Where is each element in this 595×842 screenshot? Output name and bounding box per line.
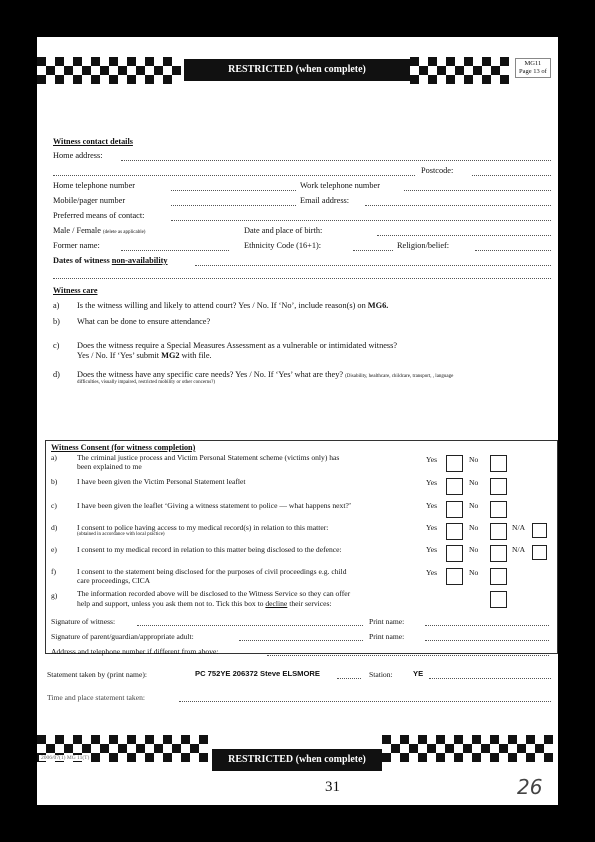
checker-square (91, 75, 100, 84)
time-place-label: Time and place statement taken: (47, 693, 145, 702)
consent-d-note: (obtained in accordance with local practice) (77, 532, 165, 537)
restricted-footer: RESTRICTED (when complete) (212, 749, 382, 771)
sig-witness-field[interactable] (137, 625, 363, 626)
care-d-letter: d) (53, 370, 60, 379)
checker-square (73, 75, 82, 84)
consent-f-letter: f) (51, 567, 57, 576)
care-a-text (77, 301, 388, 310)
print-name-label: Print name: (369, 632, 405, 641)
mobile-field[interactable] (171, 205, 296, 206)
non-availability-underlined: non-availability (111, 256, 168, 265)
form-code-text: MG11 (524, 60, 542, 67)
consent-a-yes-checkbox[interactable] (446, 455, 463, 472)
no-label: No (469, 455, 479, 464)
na-label: N/A (512, 545, 526, 554)
preferred-contact-field[interactable] (171, 220, 551, 221)
print-name-field[interactable] (425, 625, 549, 626)
checker-square (437, 66, 446, 75)
checker-square (73, 57, 82, 66)
checker-square (544, 735, 553, 744)
home-phone-field[interactable] (171, 190, 296, 191)
checker-square (163, 753, 172, 762)
address-phone-label: Address and telephone number if different from above: (51, 647, 219, 656)
checker-square (100, 744, 109, 753)
consent-d-no-checkbox[interactable] (490, 523, 507, 540)
address-phone-field[interactable] (267, 655, 549, 656)
checker-square (400, 753, 409, 762)
checker-square (145, 57, 154, 66)
care-d-text (77, 370, 453, 379)
checker-square (91, 735, 100, 744)
checker-square (172, 744, 181, 753)
checker-square (446, 57, 455, 66)
consent-g-text2 (77, 599, 332, 608)
checker-square (445, 744, 454, 753)
checker-square (181, 753, 190, 762)
sig-parent-label: Signature of parent/guardian/appropriate adult: (51, 632, 194, 641)
consent-a-text2: been explained to me (77, 462, 142, 471)
station-field[interactable] (429, 678, 551, 679)
checker-square (145, 735, 154, 744)
checker-square (118, 744, 127, 753)
checker-square (136, 66, 145, 75)
checker-square (463, 744, 472, 753)
na-label: N/A (512, 523, 526, 532)
care-heading: Witness care (53, 286, 98, 295)
dob-field[interactable] (377, 235, 551, 236)
yes-label: Yes (426, 501, 438, 510)
checker-square (55, 57, 64, 66)
checker-square (91, 753, 100, 762)
care-a-form-ref: MG6. (367, 301, 389, 310)
ethnicity-field[interactable] (353, 250, 393, 251)
sex-note: (delete as applicable) (103, 230, 146, 235)
former-name-label: Former name: (53, 241, 100, 250)
care-c-answer: Yes / No. If ‘Yes’ submit (77, 351, 162, 360)
consent-c-text: I have been given the leaflet ‘Giving a witness statement to police — what happens next?’ (77, 501, 352, 510)
consent-d-text: I consent to police having access to my medical record(s) in relation to this matter: (77, 523, 329, 532)
checker-square (127, 75, 136, 84)
checker-square (382, 735, 391, 744)
consent-a-text: The criminal justice process and Victim Personal Statement scheme (victims only) has (77, 453, 340, 462)
non-availability-prefix: Dates of witness (53, 256, 112, 265)
checker-square (472, 735, 481, 744)
checker-square (181, 735, 190, 744)
checker-square (436, 753, 445, 762)
station-value: YE (413, 669, 424, 678)
checker-square (508, 753, 517, 762)
consent-e-letter: e) (51, 545, 57, 554)
checker-square (482, 75, 491, 84)
checker-square (154, 744, 163, 753)
care-c-letter: c) (53, 341, 60, 350)
sex-text: Male / Female (53, 226, 101, 235)
checker-square (64, 66, 73, 75)
dob-label: Date and place of birth: (244, 226, 323, 235)
checker-square (500, 75, 509, 84)
non-availability-line2[interactable] (53, 278, 551, 279)
yes-label: Yes (426, 455, 438, 464)
no-label: No (469, 501, 479, 510)
care-b-letter: b) (53, 317, 60, 326)
checker-square (508, 735, 517, 744)
checker-square (499, 744, 508, 753)
consent-b-no-checkbox[interactable] (490, 478, 507, 495)
ethnicity-label: Ethnicity Code (16+1): (244, 241, 322, 250)
checker-square (100, 66, 109, 75)
form-page (37, 37, 558, 805)
consent-a-letter: a) (51, 453, 57, 462)
checker-square (109, 75, 118, 84)
consent-a-no-checkbox[interactable] (490, 455, 507, 472)
checker-square (418, 735, 427, 744)
checker-square (37, 57, 46, 66)
checker-square (410, 75, 419, 84)
checker-square (391, 744, 400, 753)
home-address-field[interactable] (121, 160, 551, 161)
checker-square (446, 75, 455, 84)
checker-square (544, 753, 553, 762)
checker-square (472, 753, 481, 762)
consent-f-text: I consent to the statement being disclosed for the purposes of civil proceedings e.g. child (77, 567, 347, 576)
care-c-text2 (77, 351, 212, 360)
home-address-line2[interactable] (53, 175, 415, 176)
consent-e-yes-checkbox[interactable] (446, 545, 463, 562)
station-label: Station: (369, 670, 393, 679)
officer-name: PC 752YE 206372 Steve ELSMORE (195, 669, 320, 678)
consent-g-decline-checkbox[interactable] (490, 591, 507, 608)
care-d-note2: difficulties, visually impaired, restricted mobility or other concerns?) (77, 380, 216, 385)
page-label: Page 13 of (519, 68, 547, 75)
postcode-field[interactable] (472, 175, 551, 176)
checker-square (400, 735, 409, 744)
checker-square (118, 66, 127, 75)
work-phone-label: Work telephone number (300, 181, 380, 190)
consent-e-no-checkbox[interactable] (490, 545, 507, 562)
care-a-question: Is the witness willing and likely to attend court? Yes / No. If ‘No’, include reason(s) on (77, 301, 368, 310)
consent-f-no-checkbox[interactable] (490, 568, 507, 585)
checker-square (109, 753, 118, 762)
consent-g-text: The information recorded above will be disclosed to the Witness Service so they can offer (77, 589, 351, 598)
home-address-label: Home address: (53, 151, 103, 160)
preferred-contact-label: Preferred means of contact: (53, 211, 145, 220)
checker-square (82, 744, 91, 753)
checker-square (91, 57, 100, 66)
yes-label: Yes (426, 478, 438, 487)
care-c-end: with file. (179, 351, 212, 360)
checker-square (109, 57, 118, 66)
consent-b-text: I have been given the Victim Personal Statement leaflet (77, 477, 246, 486)
print-name-label: Print name: (369, 617, 405, 626)
checker-square (454, 735, 463, 744)
checker-square (454, 753, 463, 762)
checker-square (55, 75, 64, 84)
sig-parent-field[interactable] (239, 640, 363, 641)
consent-c-no-checkbox[interactable] (490, 501, 507, 518)
version-label: 2006/07(1) MG 11(T) (41, 755, 90, 761)
consent-f-yes-checkbox[interactable] (446, 568, 463, 585)
religion-field[interactable] (475, 250, 551, 251)
checker-square (482, 57, 491, 66)
sig-witness-label: Signature of witness: (51, 617, 116, 626)
officer-field[interactable] (337, 678, 361, 679)
no-label: No (469, 568, 479, 577)
checker-square (46, 66, 55, 75)
email-label: Email address: (300, 196, 350, 205)
checker-square (136, 744, 145, 753)
checker-square (473, 66, 482, 75)
checker-square (409, 744, 418, 753)
no-label: No (469, 478, 479, 487)
checker-square (500, 57, 509, 66)
sex-label (53, 226, 145, 235)
checker-square (199, 735, 208, 744)
checker-square (419, 66, 428, 75)
checker-square (127, 753, 136, 762)
religion-label: Religion/belief: (397, 241, 450, 250)
parent-print-name-field[interactable] (425, 640, 549, 641)
checker-square (109, 735, 118, 744)
checker-square (145, 75, 154, 84)
consent-g-part1: help and support, unless you ask them not to. Tick this box to (77, 599, 266, 608)
contact-heading: Witness contact details (53, 137, 133, 146)
checker-square (455, 66, 464, 75)
checker-pattern-top-right (410, 55, 510, 85)
checker-square (464, 57, 473, 66)
checker-square (428, 75, 437, 84)
restricted-header: RESTRICTED (when complete) (184, 59, 410, 81)
checker-pattern-top-left (37, 55, 184, 85)
consent-heading: Witness Consent (for witness completion) (51, 443, 196, 452)
checker-square (37, 735, 46, 744)
checker-square (163, 57, 172, 66)
form-code (515, 58, 551, 78)
consent-d-letter: d) (51, 523, 58, 532)
non-availability-field[interactable] (195, 265, 551, 266)
page-number: 31 (325, 779, 340, 795)
consent-e-na-checkbox[interactable] (532, 545, 547, 560)
checker-square (427, 744, 436, 753)
checker-square (145, 753, 154, 762)
checker-square (517, 744, 526, 753)
checker-square (526, 735, 535, 744)
no-label: No (469, 523, 479, 532)
checker-square (491, 66, 500, 75)
mobile-label: Mobile/pager number (53, 196, 126, 205)
checker-square (410, 57, 419, 66)
checker-square (490, 753, 499, 762)
checker-square (172, 66, 181, 75)
consent-b-yes-checkbox[interactable] (446, 478, 463, 495)
checker-square (154, 66, 163, 75)
checker-square (436, 735, 445, 744)
email-field[interactable] (365, 205, 551, 206)
care-d-question: Does the witness have any specific care needs? Yes / No. If ‘Yes’ what are they? (77, 370, 344, 379)
work-phone-field[interactable] (404, 190, 551, 191)
checker-square (464, 75, 473, 84)
checker-square (46, 744, 55, 753)
checker-square (55, 735, 64, 744)
care-c-text: Does the witness require a Special Measures Assessment as a vulnerable or intimidated witness? (77, 341, 398, 350)
consent-d-yes-checkbox[interactable] (446, 523, 463, 540)
checker-square (127, 57, 136, 66)
checker-square (82, 66, 91, 75)
checker-square (418, 753, 427, 762)
former-name-field[interactable] (121, 250, 229, 251)
consent-c-letter: c) (51, 501, 57, 510)
checker-square (490, 735, 499, 744)
checker-square (163, 735, 172, 744)
checker-pattern-bottom-right (382, 733, 558, 763)
care-b-text: What can be done to ensure attendance? (77, 317, 211, 326)
consent-g-decline: decline (265, 599, 288, 608)
care-d-note: (Disability, healthcare, childcare, transport, , language (345, 374, 454, 379)
consent-g-part2: their services: (287, 599, 332, 608)
care-a-letter: a) (53, 301, 60, 310)
yes-label: Yes (426, 545, 438, 554)
consent-e-text: I consent to my medical record in relation to this matter being disclosed to the defence: (77, 545, 342, 554)
consent-g-letter: g) (51, 591, 58, 600)
checker-square (481, 744, 490, 753)
checker-square (64, 744, 73, 753)
checker-square (382, 753, 391, 762)
time-place-field[interactable] (179, 701, 551, 702)
home-phone-label: Home telephone number (53, 181, 136, 190)
taken-by-label: Statement taken by (print name): (47, 670, 147, 679)
non-availability-label (53, 256, 168, 265)
checker-square (526, 753, 535, 762)
consent-f-text2: care proceedings, CICA (77, 576, 151, 585)
yes-label: Yes (426, 568, 438, 577)
checker-square (428, 57, 437, 66)
checker-square (37, 75, 46, 84)
postcode-label: Postcode: (421, 166, 454, 175)
handwritten-page-number: 26 (517, 775, 543, 799)
checker-square (190, 744, 199, 753)
consent-d-na-checkbox[interactable] (532, 523, 547, 538)
checker-square (535, 744, 544, 753)
checker-square (199, 753, 208, 762)
yes-label: Yes (426, 523, 438, 532)
checker-square (127, 735, 136, 744)
no-label: No (469, 545, 479, 554)
consent-b-letter: b) (51, 477, 58, 486)
consent-c-yes-checkbox[interactable] (446, 501, 463, 518)
checker-square (163, 75, 172, 84)
checker-square (73, 735, 82, 744)
care-c-form-ref: MG2 (161, 351, 180, 360)
